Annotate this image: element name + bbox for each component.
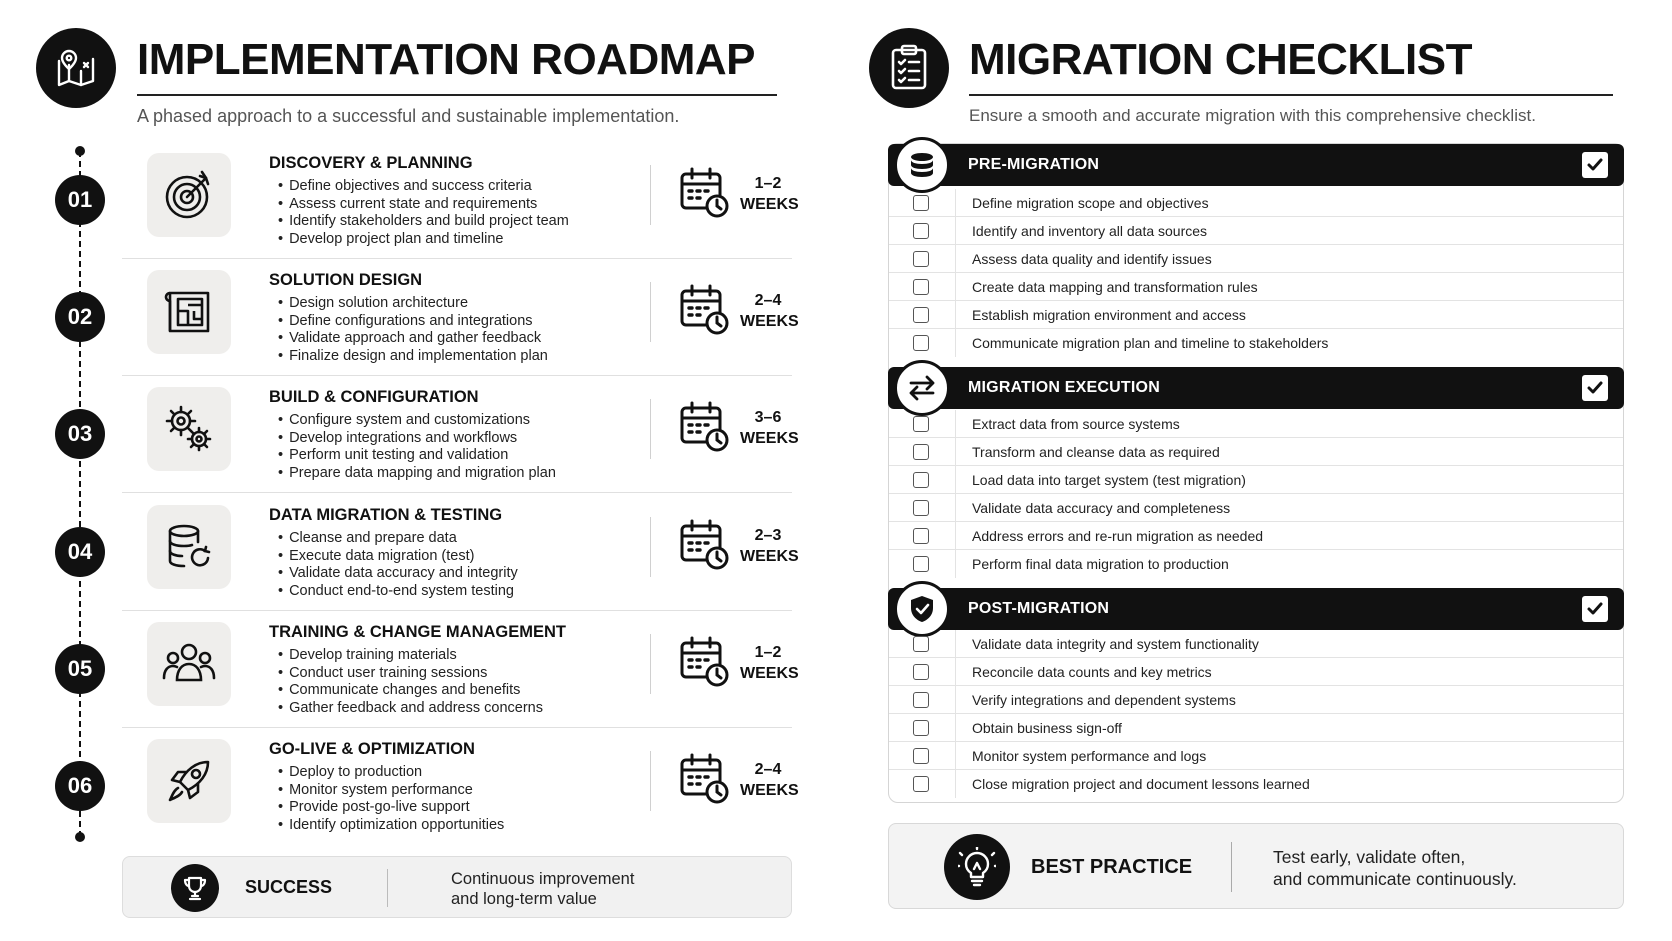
rocket-icon (162, 754, 216, 808)
phase-duration (740, 290, 799, 332)
phase-bullets (278, 295, 548, 366)
phase-bullet: • Monitor system performance (278, 782, 504, 800)
checklist-item[interactable] (889, 301, 1623, 329)
shield-check-icon (908, 594, 936, 624)
phase-bullet: • Identify optimization opportunities (278, 817, 504, 835)
phase-duration (740, 525, 799, 567)
duration-value: 3–6 (754, 409, 782, 426)
item-checkbox[interactable] (913, 195, 929, 211)
swap-arrows-icon (907, 373, 937, 403)
blueprint-icon (162, 285, 216, 339)
item-divider (955, 329, 956, 357)
best-practice-text (1273, 846, 1517, 890)
section-title: MIGRATION EXECUTION (968, 379, 1160, 396)
calendar-clock-icon (679, 284, 731, 341)
item-checkbox[interactable] (913, 556, 929, 572)
phase-bullet: • Communicate changes and benefits (278, 682, 543, 700)
item-divider (955, 438, 956, 466)
item-divider (955, 189, 956, 217)
section-checkbox[interactable] (1582, 152, 1608, 178)
roadmap-subtitle: A phased approach to a successful and sustainable implementation. (137, 106, 680, 126)
success-box (122, 856, 792, 918)
item-checkbox[interactable] (913, 279, 929, 295)
phase-number: 05 (55, 644, 105, 694)
item-checkbox[interactable] (913, 307, 929, 323)
phase-bullet: • Finalize design and implementation plan (278, 348, 548, 366)
phase-bullet: • Identify stakeholders and build project team (278, 213, 569, 231)
item-label: Monitor system performance and logs (972, 748, 1207, 764)
item-divider (955, 522, 956, 550)
checklist-item[interactable] (889, 329, 1623, 357)
duration-unit: WEEKS (740, 548, 799, 565)
section-pre-migration (888, 144, 1624, 186)
phase-duration (740, 759, 799, 801)
item-checkbox[interactable] (913, 251, 929, 267)
phase-02 (50, 258, 799, 376)
section-title: PRE-MIGRATION (968, 156, 1100, 173)
checklist-item[interactable] (889, 770, 1623, 798)
phase-bullet: • Deploy to production (278, 764, 504, 782)
item-divider (955, 466, 956, 494)
section-checkbox[interactable] (1582, 375, 1608, 401)
phase-icon-box (147, 739, 231, 823)
phase-bullets (278, 764, 504, 835)
checklist-item[interactable] (889, 410, 1623, 438)
section-migration-execution (888, 367, 1624, 409)
item-label: Validate data accuracy and completeness (972, 500, 1231, 516)
checklist-title-rule (969, 94, 1613, 96)
item-label: Address errors and re-run migration as needed (972, 528, 1264, 544)
phase-divider (650, 751, 651, 811)
phase-divider (650, 399, 651, 459)
checklist-item[interactable] (889, 273, 1623, 301)
phase-divider (650, 634, 651, 694)
duration-value: 2–4 (754, 761, 782, 778)
duration-value: 1–2 (754, 644, 782, 661)
item-checkbox[interactable] (913, 223, 929, 239)
phase-bullet: • Prepare data mapping and migration plan (278, 465, 556, 483)
section-post-migration (888, 588, 1624, 630)
phase-bullet: • Conduct user training sessions (278, 665, 543, 683)
item-divider (955, 550, 956, 578)
item-label: Transform and cleanse data as required (972, 444, 1220, 460)
checklist-item[interactable] (889, 686, 1623, 714)
checklist-item[interactable] (889, 658, 1623, 686)
phase-bullets (278, 412, 556, 483)
checklist-item[interactable] (889, 494, 1623, 522)
database-sync-icon (162, 520, 216, 574)
roadmap-title: IMPLEMENTATION ROADMAP (137, 35, 755, 84)
item-label: Extract data from source systems (972, 416, 1180, 432)
checklist-item[interactable] (889, 189, 1623, 217)
item-checkbox[interactable] (913, 636, 929, 652)
item-divider (955, 770, 956, 798)
people-icon (161, 636, 217, 692)
item-divider (955, 301, 956, 329)
item-divider (955, 686, 956, 714)
checklist-item[interactable] (889, 630, 1623, 658)
phase-number: 03 (55, 409, 105, 459)
item-checkbox[interactable] (913, 335, 929, 351)
item-label: Perform final data migration to production (972, 556, 1229, 572)
checklist-item[interactable] (889, 742, 1623, 770)
calendar-clock-icon (679, 753, 731, 810)
clipboard-icon (887, 44, 931, 92)
item-checkbox[interactable] (913, 528, 929, 544)
check-icon (1585, 155, 1605, 175)
item-label: Close migration project and document lessons learned (972, 776, 1310, 792)
phase-bullet: • Validate data accuracy and integrity (278, 565, 518, 583)
success-line: and long-term value (451, 890, 597, 908)
checklist-header-icon (869, 28, 949, 108)
item-divider (955, 217, 956, 245)
item-checkbox[interactable] (913, 748, 929, 764)
item-checkbox[interactable] (913, 664, 929, 680)
success-title: SUCCESS (245, 877, 333, 897)
phase-icon-box (147, 153, 231, 237)
item-label: Verify integrations and dependent systems (972, 692, 1236, 708)
success-line: Continuous improvement (451, 870, 635, 888)
success-icon-circle (171, 864, 219, 912)
check-icon (1585, 599, 1605, 619)
phase-bullet: • Perform unit testing and validation (278, 447, 556, 465)
duration-unit: WEEKS (740, 782, 799, 799)
item-label: Reconcile data counts and key metrics (972, 664, 1212, 680)
item-label: Define migration scope and objectives (972, 195, 1209, 211)
phase-bullets (278, 647, 543, 718)
item-divider (955, 658, 956, 686)
item-divider (955, 494, 956, 522)
phase-bullet: • Develop training materials (278, 647, 543, 665)
phase-bullet: • Execute data migration (test) (278, 548, 518, 566)
phase-bullet: • Design solution architecture (278, 295, 548, 313)
success-divider (387, 869, 388, 907)
section-icon-circle (894, 581, 950, 637)
roadmap-title-rule (137, 94, 777, 96)
item-divider (955, 630, 956, 658)
phase-title: TRAINING & CHANGE MANAGEMENT (269, 623, 566, 641)
item-label: Communicate migration plan and timeline to stakeholders (972, 335, 1329, 351)
phase-duration (740, 173, 799, 215)
trophy-icon (181, 874, 209, 902)
duration-unit: WEEKS (740, 430, 799, 447)
phase-title: GO-LIVE & OPTIMIZATION (269, 740, 475, 758)
best-practice-title: BEST PRACTICE (1031, 856, 1193, 878)
phase-04 (50, 493, 799, 611)
section-title: POST-MIGRATION (968, 600, 1110, 617)
phase-bullet: • Provide post-go-live support (278, 799, 504, 817)
best-practice-divider (1231, 842, 1232, 892)
phase-title: BUILD & CONFIGURATION (269, 388, 479, 406)
best-practice-icon-circle (944, 834, 1010, 900)
roadmap-header-icon (36, 28, 116, 108)
duration-value: 2–3 (754, 527, 782, 544)
section-icon-circle (894, 360, 950, 416)
item-checkbox[interactable] (913, 472, 929, 488)
phase-bullet: • Develop integrations and workflows (278, 430, 556, 448)
phase-bullet: • Validate approach and gather feedback (278, 330, 548, 348)
phase-06 (50, 727, 799, 845)
phase-bullet: • Develop project plan and timeline (278, 231, 569, 249)
phase-duration (740, 407, 799, 449)
checklist-item[interactable] (889, 550, 1623, 578)
item-divider (955, 410, 956, 438)
phase-icon-box (147, 505, 231, 589)
checklist-item[interactable] (889, 438, 1623, 466)
duration-value: 1–2 (754, 175, 782, 192)
phase-duration (740, 642, 799, 684)
phase-03 (50, 375, 799, 493)
phase-bullet: • Define configurations and integrations (278, 313, 548, 331)
item-checkbox[interactable] (913, 416, 929, 432)
map-pin-icon (53, 45, 99, 91)
phase-bullet: • Configure system and customizations (278, 412, 556, 430)
phase-bullet: • Cleanse and prepare data (278, 530, 518, 548)
phase-bullet: • Assess current state and requirements (278, 196, 569, 214)
item-checkbox[interactable] (913, 692, 929, 708)
phase-title: DISCOVERY & PLANNING (269, 154, 473, 172)
item-label: Create data mapping and transformation rules (972, 279, 1258, 295)
best-practice-line: Test early, validate often, (1273, 847, 1466, 867)
checklist-item[interactable] (889, 245, 1623, 273)
checklist-item[interactable] (889, 217, 1623, 245)
calendar-clock-icon (679, 636, 731, 693)
item-label: Identify and inventory all data sources (972, 223, 1208, 239)
duration-value: 2–4 (754, 292, 782, 309)
phase-title: DATA MIGRATION & TESTING (269, 506, 503, 524)
item-label: Assess data quality and identify issues (972, 251, 1212, 267)
checklist-item[interactable] (889, 466, 1623, 494)
phase-bullet: • Define objectives and success criteria (278, 178, 569, 196)
phase-icon-box (147, 387, 231, 471)
item-checkbox[interactable] (913, 444, 929, 460)
checklist-item[interactable] (889, 522, 1623, 550)
section-icon-circle (894, 137, 950, 193)
best-practice-line: and communicate continuously. (1273, 869, 1517, 889)
duration-unit: WEEKS (740, 665, 799, 682)
phase-01 (50, 141, 799, 259)
calendar-clock-icon (679, 401, 731, 458)
calendar-clock-icon (679, 167, 731, 224)
phase-icon-box (147, 622, 231, 706)
item-divider (955, 245, 956, 273)
duration-unit: WEEKS (740, 313, 799, 330)
phase-bullet: • Conduct end-to-end system testing (278, 583, 518, 601)
duration-unit: WEEKS (740, 196, 799, 213)
checklist-item[interactable] (889, 714, 1623, 742)
phase-divider (650, 282, 651, 342)
database-icon (908, 151, 936, 179)
gears-icon (161, 401, 217, 457)
phase-number: 06 (55, 761, 105, 811)
phase-title: SOLUTION DESIGN (269, 271, 423, 289)
lightbulb-icon (958, 847, 996, 887)
phase-divider (650, 517, 651, 577)
item-checkbox[interactable] (913, 720, 929, 736)
checklist-subtitle: Ensure a smooth and accurate migration with this comprehensive checklist. (969, 106, 1536, 125)
phase-number: 02 (55, 292, 105, 342)
phase-number: 01 (55, 175, 105, 225)
calendar-clock-icon (679, 519, 731, 576)
phase-divider (650, 165, 651, 225)
phase-icon-box (147, 270, 231, 354)
item-divider (955, 742, 956, 770)
item-divider (955, 273, 956, 301)
success-text (451, 869, 634, 909)
item-label: Load data into target system (test migration) (972, 472, 1246, 488)
best-practice-box (888, 823, 1624, 909)
phase-number: 04 (55, 527, 105, 577)
phase-bullet: • Gather feedback and address concerns (278, 700, 543, 718)
item-checkbox[interactable] (913, 500, 929, 516)
item-divider (955, 714, 956, 742)
item-checkbox[interactable] (913, 776, 929, 792)
phase-bullets (278, 530, 518, 601)
phase-bullets (278, 178, 569, 249)
item-label: Validate data integrity and system functionality (972, 636, 1259, 652)
item-label: Obtain business sign-off (972, 720, 1122, 736)
section-checkbox[interactable] (1582, 596, 1608, 622)
check-icon (1585, 378, 1605, 398)
checklist-title: MIGRATION CHECKLIST (969, 35, 1472, 84)
item-label: Establish migration environment and access (972, 307, 1246, 323)
target-icon (162, 168, 216, 222)
phase-05 (50, 610, 799, 728)
